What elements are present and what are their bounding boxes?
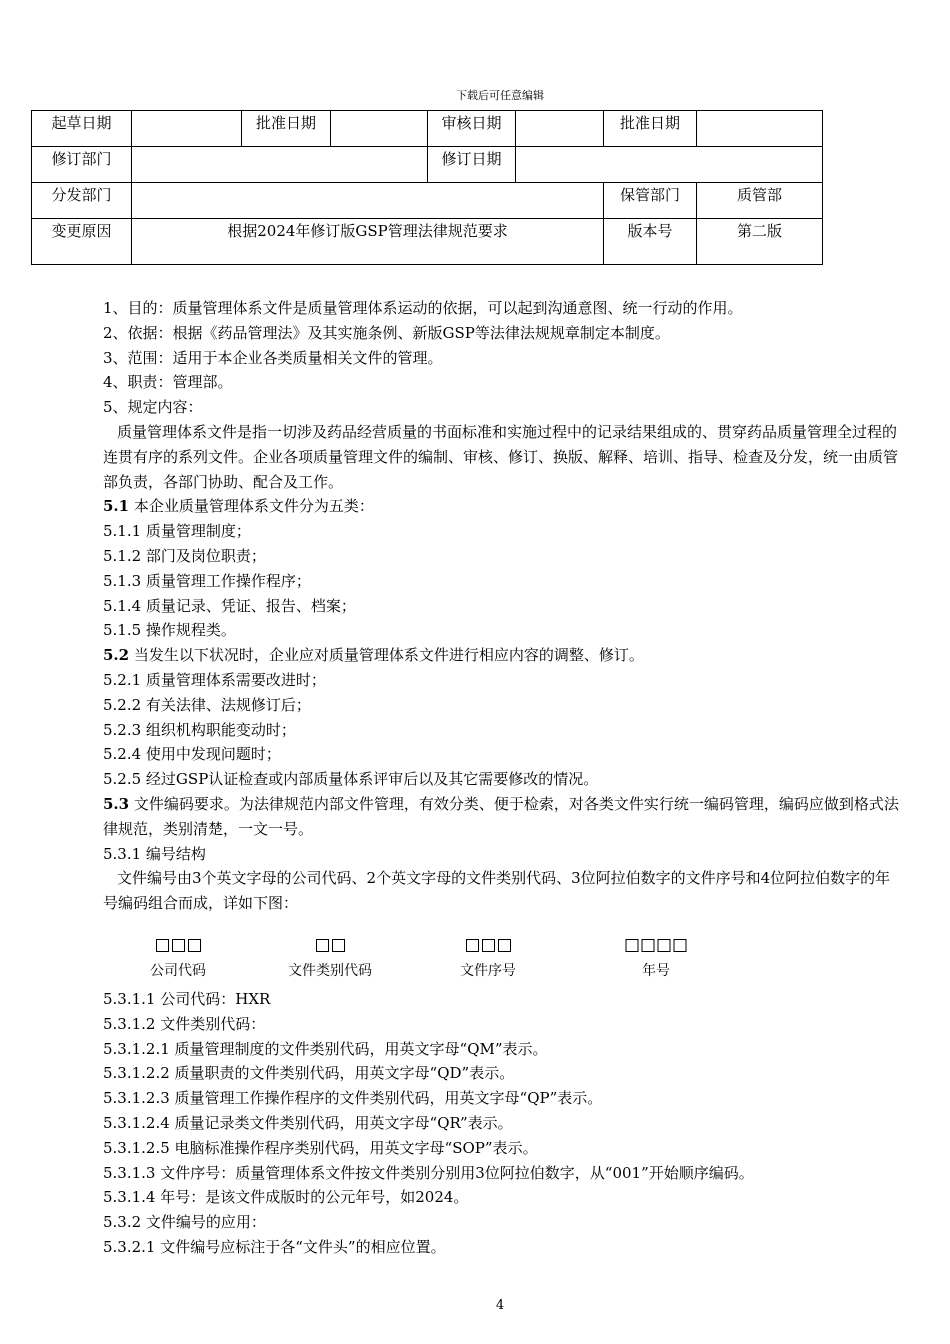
list-item: 5.3.1.4 年号：是该文件成版时的公元年号，如2024。 bbox=[103, 1188, 469, 1207]
year-code-group bbox=[626, 934, 687, 984]
list-item: 5.2.3 组织机构职能变动时； bbox=[103, 720, 296, 739]
revision-date-label: 修订日期 bbox=[428, 147, 516, 183]
distribution-dept-label: 分发部门 bbox=[32, 183, 132, 219]
approve-date-value-2 bbox=[697, 111, 823, 147]
list-item: 5.3.1.2 文件类别代码： bbox=[103, 1014, 266, 1033]
category-code-boxes bbox=[288, 934, 372, 958]
draft-date-label: 起草日期 bbox=[32, 111, 132, 147]
table-row bbox=[32, 183, 823, 219]
responsibility-paragraph: 4、职责：管理部。 bbox=[103, 373, 233, 392]
document-control-table bbox=[31, 110, 823, 265]
serial-number-label: 文件序号 bbox=[460, 962, 516, 979]
draft-date-value bbox=[132, 111, 242, 147]
code-structure-description: 文件编号由3个英文字母的公司代码、2个英文字母的文件类别代码、3位阿拉伯数字的文件序号和4位阿拉伯数字的年号编码组合而成，详如下图： bbox=[103, 869, 891, 913]
code-digit-box bbox=[188, 939, 201, 952]
change-reason-label: 变更原因 bbox=[32, 219, 132, 265]
provisions-heading: 5、规定内容： bbox=[103, 398, 203, 417]
approve-date-label: 批准日期 bbox=[242, 111, 331, 147]
section-text: 文件编码要求。为法律规范内部文件管理，有效分类、便于检索，对各类文件实行统一编码管理，编码应做到格式法律规范，类别清楚，一文一号。 bbox=[103, 794, 899, 838]
section-5-2 bbox=[103, 643, 903, 668]
list-item: 5.3.1.3 文件序号：质量管理体系文件按文件类别分别用3位阿拉伯数字，从“001”开始顺序编码。 bbox=[103, 1163, 754, 1182]
distribution-dept-value bbox=[132, 183, 604, 219]
revision-dept-value bbox=[132, 147, 428, 183]
review-date-value bbox=[516, 111, 604, 147]
version-value: 第二版 bbox=[697, 219, 823, 265]
section-number: 5.3 bbox=[103, 794, 130, 813]
list-item: 5.1.5 操作规程类。 bbox=[103, 621, 236, 640]
header-note: 下载后可任意编辑 bbox=[456, 89, 544, 102]
company-code-label: 公司代码 bbox=[150, 962, 206, 979]
section-5-3 bbox=[103, 792, 903, 842]
document-body bbox=[103, 296, 903, 1260]
code-digit-box bbox=[156, 939, 169, 952]
category-code-label: 文件类别代码 bbox=[288, 962, 372, 979]
code-digit-box bbox=[674, 939, 687, 952]
table-row bbox=[32, 147, 823, 183]
category-code-group bbox=[288, 934, 372, 984]
scope-paragraph: 3、范围：适用于本企业各类质量相关文件的管理。 bbox=[103, 348, 443, 367]
list-item: 5.1.2 部门及岗位职责； bbox=[103, 546, 266, 565]
list-item: 5.3.1.2.5 电脑标准操作程序类别代码，用英文字母“SOP”表示。 bbox=[103, 1138, 538, 1157]
custody-dept-value: 质管部 bbox=[697, 183, 823, 219]
serial-number-group bbox=[460, 934, 516, 984]
custody-dept-label: 保管部门 bbox=[604, 183, 697, 219]
change-reason-value: 根据2024年修订版GSP管理法律规范要求 bbox=[132, 219, 604, 265]
intro-paragraph: 质量管理体系文件是指一切涉及药品经营质量的书面标准和实施过程中的记录结果组成的、贯穿药品质量管理全过程的连贯有序的系列文件。企业各项质量管理文件的编制、审核、修订、换版、解释、培训、指导、检查及分发，统一由质管部负责，各部门协助、配合及工作。 bbox=[103, 422, 899, 491]
list-item: 5.3.1.2.4 质量记录类文件类别代码，用英文字母“QR”表示。 bbox=[103, 1113, 513, 1132]
year-code-boxes bbox=[626, 934, 687, 958]
list-item: 5.2.4 使用中发现问题时； bbox=[103, 745, 281, 764]
code-digit-box bbox=[172, 939, 185, 952]
list-item: 5.3.1.2.2 质量职责的文件类别代码，用英文字母“QD”表示。 bbox=[103, 1064, 515, 1083]
section-text: 本企业质量管理体系文件分为五类： bbox=[129, 497, 374, 516]
code-digit-box bbox=[332, 939, 345, 952]
approve-date-label-2: 批准日期 bbox=[604, 111, 697, 147]
list-item: 5.2.2 有关法律、法规修订后； bbox=[103, 695, 311, 714]
list-item: 5.3.2 文件编号的应用： bbox=[103, 1213, 266, 1232]
list-item: 5.2.5 经过GSP认证检查或内部质量体系评审后以及其它需要修改的情况。 bbox=[103, 770, 599, 789]
section-text: 当发生以下状况时，企业应对质量管理体系文件进行相应内容的调整、修订。 bbox=[129, 646, 644, 665]
code-digit-box bbox=[658, 939, 671, 952]
serial-number-boxes bbox=[460, 934, 516, 958]
code-digit-box bbox=[626, 939, 639, 952]
code-digit-box bbox=[316, 939, 329, 952]
list-item: 5.3.2.1 文件编号应标注于各“文件头”的相应位置。 bbox=[103, 1237, 446, 1256]
code-structure-diagram bbox=[103, 934, 903, 987]
code-digit-box bbox=[498, 939, 511, 952]
code-digit-box bbox=[642, 939, 655, 952]
table-row bbox=[32, 111, 823, 147]
page-number: 4 bbox=[495, 1298, 505, 1313]
version-label: 版本号 bbox=[604, 219, 697, 265]
list-item: 5.1.4 质量记录、凭证、报告、档案； bbox=[103, 596, 356, 615]
table-row bbox=[32, 219, 823, 265]
revision-date-value bbox=[516, 147, 823, 183]
list-item: 5.2.1 质量管理体系需要改进时； bbox=[103, 670, 326, 689]
company-code-boxes bbox=[150, 934, 206, 958]
section-number: 5.2 bbox=[103, 646, 130, 665]
year-code-label: 年号 bbox=[642, 962, 670, 979]
list-item: 5.3.1 编号结构 bbox=[103, 844, 206, 863]
basis-paragraph: 2、依据：根据《药品管理法》及其实施条例、新版GSP等法律法规规章制定本制度。 bbox=[103, 323, 670, 342]
company-code-group bbox=[150, 934, 206, 984]
code-digit-box bbox=[482, 939, 495, 952]
review-date-label: 审核日期 bbox=[428, 111, 516, 147]
approve-date-value bbox=[331, 111, 428, 147]
section-number: 5.1 bbox=[103, 497, 130, 516]
code-digit-box bbox=[466, 939, 479, 952]
list-item: 5.3.1.2.3 质量管理工作操作程序的文件类别代码，用英文字母“QP”表示。 bbox=[103, 1089, 603, 1108]
purpose-paragraph: 1、目的：质量管理体系文件是质量管理体系运动的依据，可以起到沟通意图、统一行动的作用。 bbox=[103, 299, 743, 317]
list-item: 5.3.1.2.1 质量管理制度的文件类别代码，用英文字母“QM”表示。 bbox=[103, 1039, 548, 1058]
list-item: 5.1.3 质量管理工作操作程序； bbox=[103, 571, 311, 590]
section-5-1 bbox=[103, 494, 903, 519]
revision-dept-label: 修订部门 bbox=[32, 147, 132, 183]
list-item: 5.3.1.1 公司代码：HXR bbox=[103, 989, 271, 1008]
list-item: 5.1.1 质量管理制度； bbox=[103, 522, 251, 541]
